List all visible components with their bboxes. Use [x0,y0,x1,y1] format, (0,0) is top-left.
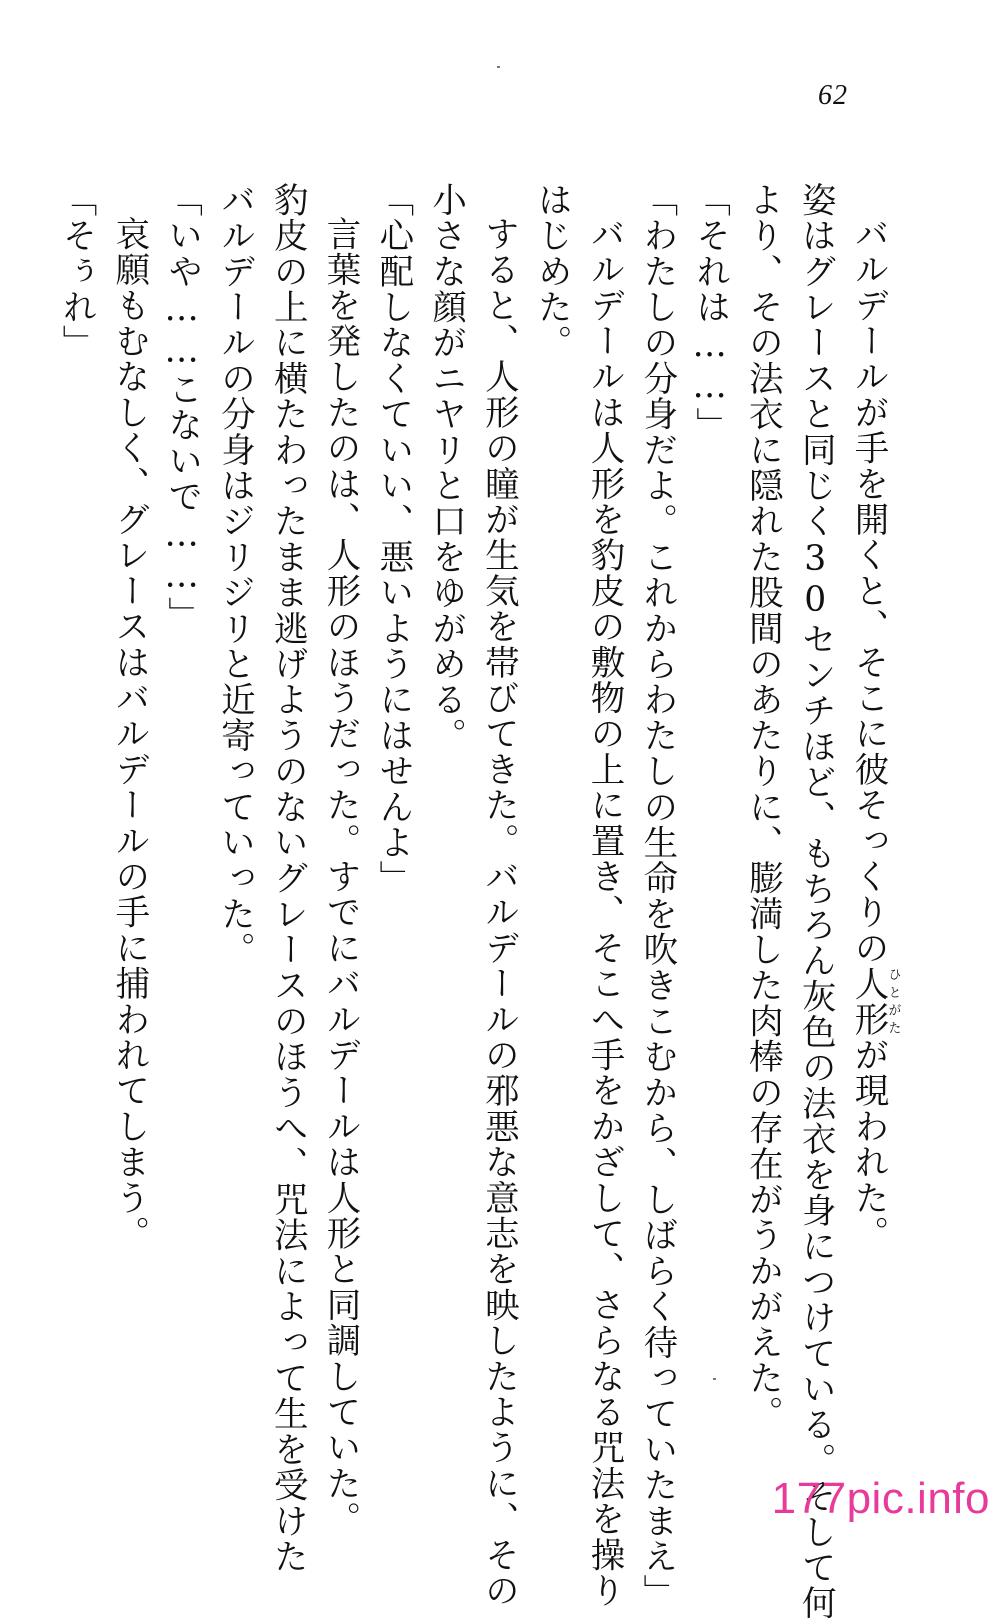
text-line-12: 豹皮の上に横たわったまま逃げようのないグレースのほうへ、咒法によって生を受けた [267,182,308,1575]
scan-speck-top [497,66,500,68]
text-line-1-content: バルデールが手を開くと、そこに彼そっくりの人形ひとがたが現われた。 [848,216,901,1252]
text-line-6: バルデールは人形を豹皮の敷物の上に置き、そこへ手をかざして、さらなる咒法を操り [584,216,625,1609]
text-line-14: 「いや……こないで……」 [161,182,202,633]
text-line-15: 哀願もむなしく、グレースはバルデールの手に捕われてしまう。 [108,216,149,1252]
text-line-2: 姿はグレースと同じく30センチほど、もちろん灰色の法衣を身につけている。そして何 [795,182,836,1621]
text-line-1 [841,182,900,1402]
ruby-annotation: 人形ひとがた [848,965,901,1038]
text-line-10: 「心配しなくていい、悪いようにはせんよ」 [372,182,413,896]
text-line-16: 「そぅれ」 [56,182,97,361]
watermark-text: 177pic.info [771,1474,990,1523]
ruby-reading: ひとがた [885,965,901,1038]
page-number: 62 [818,80,848,111]
text-line-4: 「それは……」 [689,182,730,443]
text-line-3: より、その法衣に隠れた股間のあたりに、膨満した肉棒の存在がうかがえた。 [742,182,783,1432]
text-line-9: 小さな顔がニヤリと口をゆがめる。 [425,182,466,754]
text-line-11: 言葉を発したのは、人形のほうだった。すでにバルデールは人形と同調していた。 [320,216,361,1537]
text-line-13: バルデールの分身はジリジリと近寄っていった。 [214,182,255,968]
text-line-7: はじめた。 [531,182,572,361]
text-line-8: すると、人形の瞳が生気を帯びてきた。バルデールの邪悪な意志を映したように、その [478,216,519,1609]
scan-speck-right [713,1378,716,1380]
text-line-5: 「わたしの分身だよ。これからわたしの生命を吹きこむから、しばらく待っていたまえ」 [636,182,677,1610]
